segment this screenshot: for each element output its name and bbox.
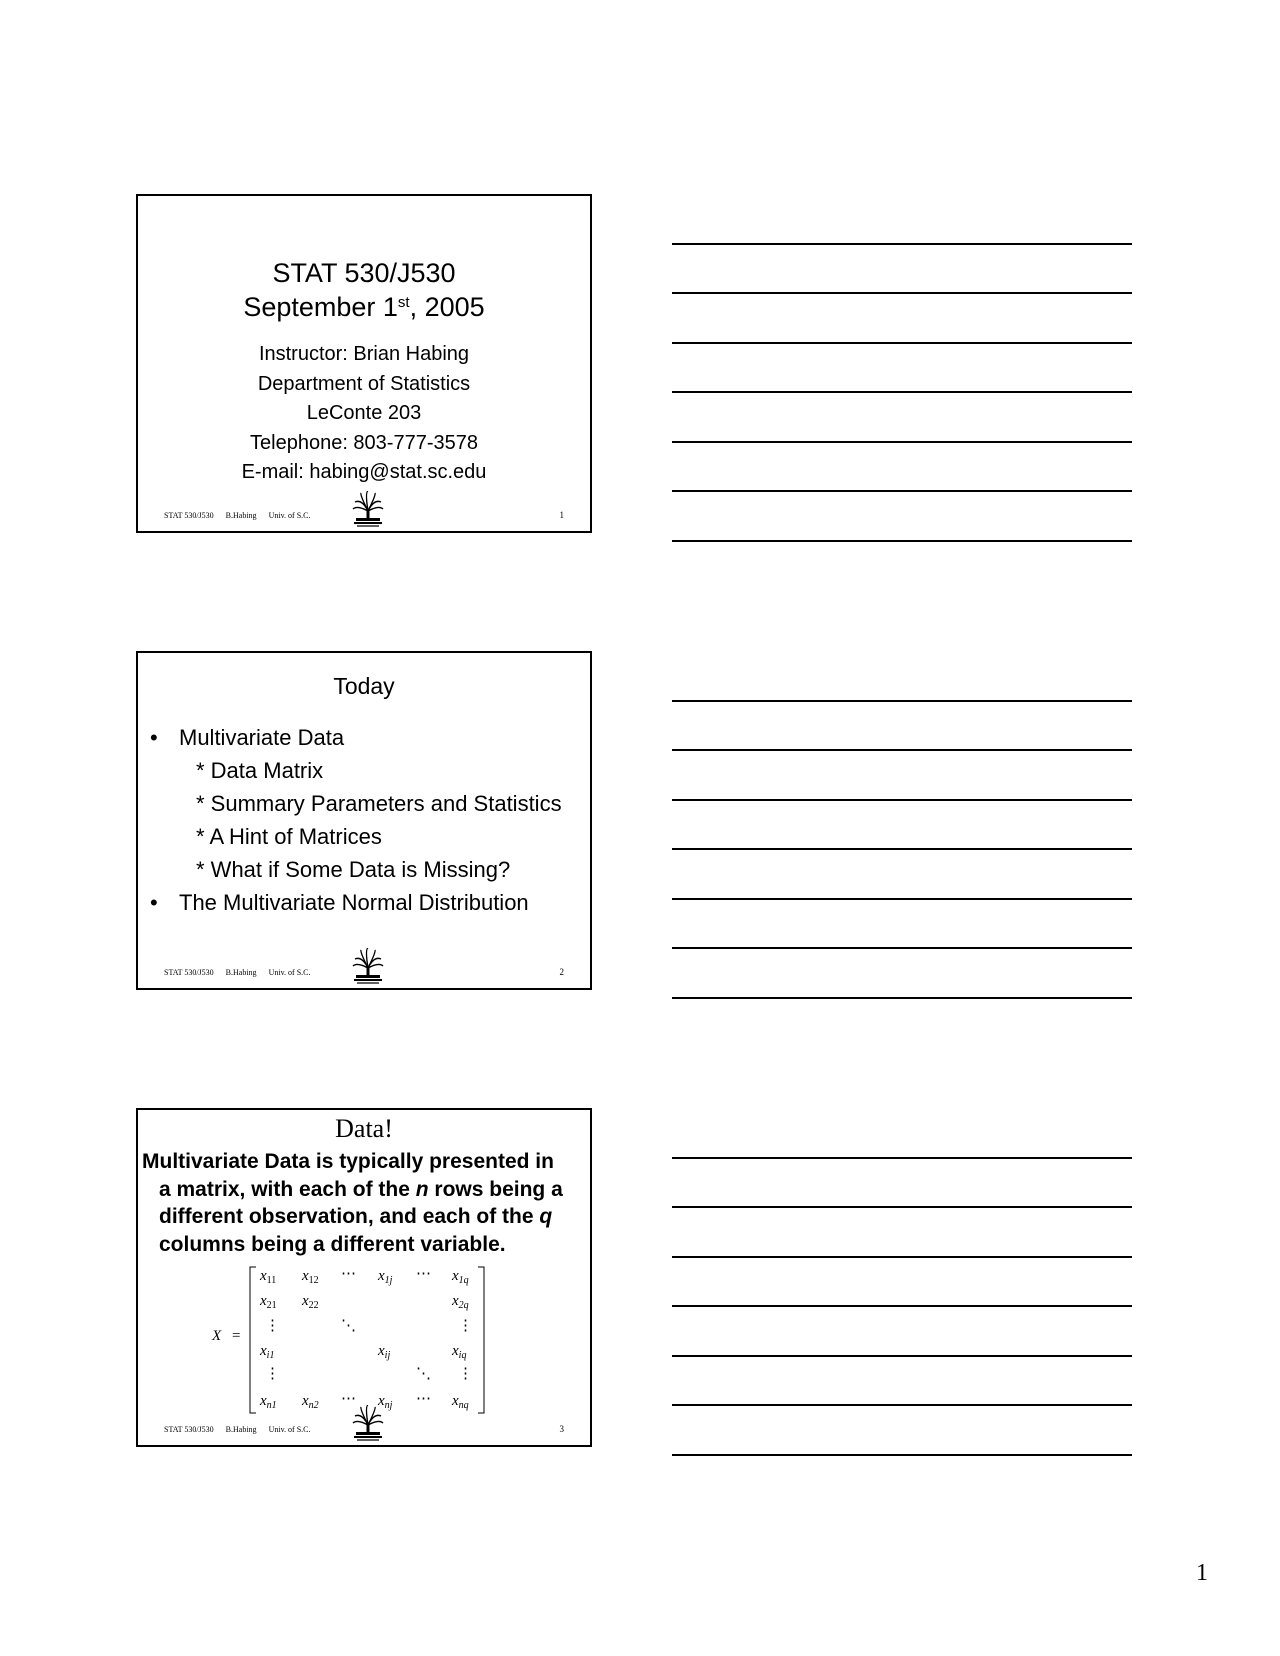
course-title: STAT 530/J530 <box>272 258 456 288</box>
note-line <box>672 243 1132 245</box>
matrix-cell: $x_{21}$ <box>260 1293 277 1311</box>
note-line <box>672 540 1132 542</box>
slide-2 <box>136 651 592 990</box>
slide-3-title: Data! <box>335 1114 393 1143</box>
slide-footer <box>164 948 564 984</box>
vertical-dots: ⋮ <box>458 1318 473 1334</box>
vertical-dots: ⋮ <box>265 1318 280 1334</box>
note-line <box>672 749 1132 751</box>
list-item: • The Multivariate Normal Distribution <box>138 886 590 919</box>
note-line <box>672 700 1132 702</box>
note-line <box>672 1256 1132 1258</box>
matrix-cell: ⋯ <box>341 1266 356 1282</box>
slide-3 <box>136 1108 592 1447</box>
matrix-cell: $x_{12}$ <box>302 1268 319 1286</box>
matrix-cell: $x_{11}$ <box>260 1268 277 1286</box>
footer-author: B.Habing <box>225 968 257 977</box>
data-description: Multivariate Data is typically presented in a matrix, with each of the n rows being a different observation, and each of the q columns being a different variable. <box>142 1150 563 1256</box>
bullet: • <box>150 725 158 750</box>
slide-1-title <box>138 256 590 324</box>
note-line <box>672 1404 1132 1406</box>
date-line: September 1st, 2005 <box>243 292 485 322</box>
slide-number: 2 <box>559 967 564 977</box>
footer-author: B.Habing <box>225 511 257 520</box>
slide-1 <box>136 194 592 533</box>
note-line <box>672 1454 1132 1456</box>
note-line <box>672 1206 1132 1208</box>
matrix-cell: $x_{n2}$ <box>302 1393 319 1411</box>
slide-number: 3 <box>559 1424 564 1434</box>
matrix-cell: $x_{2q}$ <box>452 1293 469 1311</box>
page-number: 1 <box>1196 1560 1208 1586</box>
footer-course: STAT 530/J530 <box>164 968 214 977</box>
footer-course: STAT 530/J530 <box>164 511 214 520</box>
matrix-cell: $x_{1j}$ <box>378 1268 393 1286</box>
note-line <box>672 342 1132 344</box>
matrix-cell: $x_{ij}$ <box>378 1343 391 1361</box>
matrix-cell: $x_{nq}$ <box>452 1393 469 1411</box>
vertical-dots: ⋮ <box>265 1366 280 1382</box>
matrix-cell: $x_{1q}$ <box>452 1268 469 1286</box>
matrix-equals: = <box>232 1328 241 1344</box>
note-line <box>672 1157 1132 1159</box>
agenda-list <box>138 721 590 919</box>
diagonal-dots: ⋱ <box>341 1318 356 1334</box>
matrix-cell: $x_{nj}$ <box>378 1393 393 1411</box>
office-line: LeConte 203 <box>306 402 422 424</box>
telephone-line: Telephone: 803-777-3578 <box>250 431 478 454</box>
note-line <box>672 848 1132 850</box>
note-line <box>672 1305 1132 1307</box>
matrix-cell: ⋯ <box>416 1266 431 1282</box>
note-line <box>672 1355 1132 1357</box>
note-line <box>672 799 1132 801</box>
footer-school: Univ. of S.C. <box>268 511 311 520</box>
slide-footer <box>164 491 564 527</box>
matrix-cell: $x_{n1}$ <box>260 1393 277 1411</box>
list-item: * Summary Parameters and Statistics <box>196 791 562 816</box>
matrix-cell: $x_{iq}$ <box>452 1343 467 1361</box>
matrix-cell: ⋯ <box>341 1391 356 1407</box>
slide-2-title: Today <box>333 673 395 699</box>
palmetto-logo-icon <box>352 1405 384 1441</box>
diagonal-dots: ⋱ <box>416 1366 431 1382</box>
instructor-info <box>138 340 590 488</box>
note-line <box>672 898 1132 900</box>
note-line <box>672 490 1132 492</box>
note-line <box>672 441 1132 443</box>
instructor-line: Instructor: Brian Habing <box>258 343 470 365</box>
palmetto-logo-icon <box>352 948 384 984</box>
footer-course: STAT 530/J530 <box>164 1425 214 1434</box>
note-line <box>672 997 1132 999</box>
note-line <box>672 947 1132 949</box>
list-item: * What if Some Data is Missing? <box>196 857 511 882</box>
list-item: • Multivariate Data <box>138 721 590 754</box>
right-bracket <box>478 1267 484 1413</box>
email-line: E-mail: habing@stat.sc.edu <box>241 461 487 483</box>
left-bracket <box>250 1267 256 1413</box>
matrix-cell: $x_{i1}$ <box>260 1343 275 1361</box>
list-item: * A Hint of Matrices <box>196 824 382 849</box>
slide-footer <box>164 1405 564 1441</box>
footer-school: Univ. of S.C. <box>268 968 311 977</box>
department-line: Department of Statistics <box>257 372 471 395</box>
data-matrix <box>208 1264 498 1416</box>
matrix-lhs: X <box>212 1328 222 1344</box>
note-line <box>672 292 1132 294</box>
matrix-cell: ⋯ <box>416 1391 431 1407</box>
footer-school: Univ. of S.C. <box>268 1425 311 1434</box>
matrix-cell: $x_{22}$ <box>302 1293 319 1311</box>
slide-number: 1 <box>559 510 564 520</box>
palmetto-logo-icon <box>352 491 384 527</box>
vertical-dots: ⋮ <box>458 1366 473 1382</box>
list-item: * Data Matrix <box>196 758 324 783</box>
footer-author: B.Habing <box>225 1425 257 1434</box>
bullet: • <box>150 890 158 915</box>
note-line <box>672 391 1132 393</box>
